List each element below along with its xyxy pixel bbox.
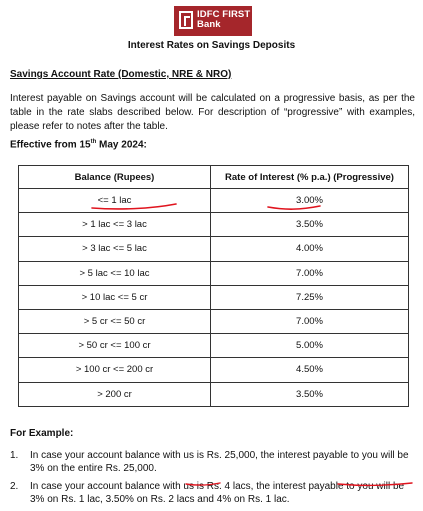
idfc-first-bank-logo [174, 6, 252, 36]
balance-cell: > 1 lac <= 3 lac [19, 213, 211, 237]
table-body [19, 189, 409, 407]
effective-sup: th [90, 139, 97, 145]
list-item [10, 449, 420, 475]
list-item [10, 480, 420, 506]
logo-name-line1: IDFC FIRST [197, 9, 251, 20]
balance-cell: > 200 cr [19, 382, 211, 406]
balance-cell: > 5 cr <= 50 cr [19, 309, 211, 333]
table-row [19, 309, 409, 333]
rate-cell: 7.00% [211, 261, 409, 285]
balance-cell: > 10 lac <= 5 cr [19, 285, 211, 309]
intro-paragraph: Interest payable on Savings account will be calculated on a progressive basis, as per the table in the rate slabs described below. For description of “progressive” with examples, please refer to notes after the table. [10, 93, 415, 132]
table-row [19, 237, 409, 261]
table-row [19, 285, 409, 309]
interest-rate-table [18, 165, 409, 407]
list-item-number: 1. [10, 450, 19, 461]
effective-suffix: May 2024: [96, 139, 147, 151]
section-subheading [10, 69, 231, 80]
logo-name-line2: Bank [197, 19, 221, 30]
balance-cell: > 50 cr <= 100 cr [19, 334, 211, 358]
list-item-text: In case your account balance with us is Rs. 4 lacs, the interest payable to you will be 3% on Rs. 1 lac, 3.50% on Rs. 2 lacs and 4% on Rs. 1 lac. [30, 481, 405, 505]
effective-date [10, 139, 147, 150]
balance-cell: > 5 lac <= 10 lac [19, 261, 211, 285]
balance-cell: > 3 lac <= 5 lac [19, 237, 211, 261]
rate-cell: 4.50% [211, 358, 409, 382]
bank-logo-icon [179, 11, 193, 29]
rate-cell: 3.00% [211, 189, 409, 213]
table-row [19, 213, 409, 237]
rate-cell: 7.00% [211, 309, 409, 333]
table-row [19, 189, 409, 213]
list-item-text: In case your account balance with us is Rs. 25,000, the interest payable to you will be 3% on the entire Rs. 25,000. [30, 450, 409, 474]
table-row [19, 334, 409, 358]
examples-list [10, 449, 420, 511]
table-row [19, 261, 409, 285]
effective-prefix: Effective from 15 [10, 139, 91, 151]
subheading-text: Savings Account Rate (Domestic, NRE & NRO) [10, 69, 232, 80]
table-header-row [19, 166, 409, 189]
column-header-balance: Balance (Rupees) [19, 166, 211, 189]
rate-cell: 5.00% [211, 334, 409, 358]
rate-cell: 7.25% [211, 285, 409, 309]
page-title: Interest Rates on Savings Deposits [127, 40, 296, 51]
rate-cell: 3.50% [211, 213, 409, 237]
rate-cell: 4.00% [211, 237, 409, 261]
logo-text [197, 10, 250, 30]
column-header-rate: Rate of Interest (% p.a.) (Progressive) [211, 166, 409, 189]
table-row [19, 358, 409, 382]
examples-heading: For Example: [10, 428, 74, 439]
balance-cell: <= 1 lac [19, 189, 211, 213]
table-row [19, 382, 409, 406]
list-item-number: 2. [10, 481, 19, 492]
balance-cell: > 100 cr <= 200 cr [19, 358, 211, 382]
rate-cell: 3.50% [211, 382, 409, 406]
